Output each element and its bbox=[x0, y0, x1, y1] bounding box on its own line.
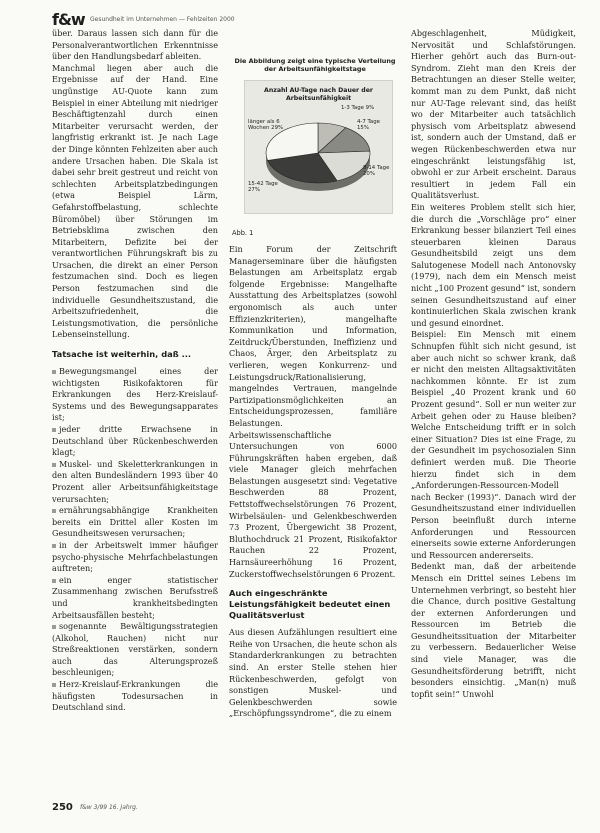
list-item: Muskel- und Skeletterkrankungen in den alten Bundesländern 1993 über 40 Prozent aller Arbeitsunfähigkeitstage verursachten; bbox=[52, 458, 218, 504]
footer-citation: f&w 3/99 16. Jahrg. bbox=[80, 804, 138, 811]
pie-chart-figure bbox=[229, 52, 401, 222]
list-item: ein enger statistischer Zusammenhang zwischen Berufsstreß und krankheitsbedingten Arbeitsausfällen besteht; bbox=[52, 574, 218, 620]
figure-caption: Abb. 1 bbox=[232, 229, 254, 237]
bullet-square-icon bbox=[52, 509, 56, 513]
list-item: Herz-Kreislauf-Erkrankungen die häufigsten Todesursachen in Deutschland sind. bbox=[52, 679, 218, 713]
bullet-square-icon bbox=[52, 625, 56, 629]
paragraph: Abgeschlagenheit, Müdigkeit, Nervosität und Schlafstörungen. Hierher gehört auch das Burn-out-Syndrom. Zieht man den Kreis der Betrachtungen an dieser Stelle weiter, kommt man zu dem Punkt, daß nicht nur AU-Tage relevant sind, das heißt wo der Mitarbeiter auch tatsächlich physisch vom Arbeitsplatz abwesend ist, sondern auch der Umstand, daß er wegen Rückenbeschwerden etwa nur eingeschränkt leistungsfähig ist, obwohl er zur Arbeit erscheint. Daraus resultiert in jedem Fall ein Qualitätsverlust. bbox=[411, 28, 576, 201]
slice-label: 15-42 Tage 27% bbox=[248, 181, 278, 193]
section-heading: Tatsache ist weiterhin, daß ... bbox=[52, 349, 192, 360]
column-left bbox=[52, 28, 218, 714]
paragraph: Ein weiteres Problem stellt sich hier, die durch die „Vorschläge pro“ einer Erkrankung besser bilanziert Teil eines steuerbaren kleinen Daraus Gesundheitsbild zeigt uns dem Salutogenese Modell nach Antonovsky (1979), nach dem ein Mensch meist nicht „100 Prozent gesund“ ist, sondern seinen Gesundheitszustand auf einer kontinuierlichen Skala zwischen krank und gesund einordnet. bbox=[411, 201, 576, 328]
bullet-square-icon bbox=[52, 683, 56, 687]
list-item: in der Arbeitswelt immer häufiger psycho-physische Mehrfachbelastungen auftreten; bbox=[52, 539, 218, 574]
slice-label: 1-3 Tage 9% bbox=[341, 105, 375, 111]
paragraph: Ein Forum der Zeitschrift Managerseminare über die häufigsten Belastungen am Arbeitsplatz ergab folgende Ergebnisse: Mangelhafte Ausstattung des Arbeitsplatzes (sowohl ergonomisch als auch unter Effizienzkriterien), mangelhafte Kommunikation und Information, Zeitdruck/Überstunden, Ineffizienz und Chaos, Ärger, den Arbeitsplatz zu verlieren, wegen Konkurrenz- und Leistungsdruck/Rationalisierung, mangelndes Vertrauen, mangelnde Partizipationsmöglichkeiten an Entscheidungsprozessen, familiäre Belastungen. bbox=[229, 244, 397, 428]
paragraph: Aus diesen Aufzählungen resultiert eine Reihe von Ursachen, die heute schon als Standarderkrankungen zu betrachten sind. An erster Stelle stehen hier Rückenbeschwerden, gefolgt von sonstigen Muskel- und Gelenkbeschwerden sowie „Erschöpfungssyndrome“, die zu einem bbox=[229, 627, 397, 719]
slice-label: 8-14 Tage 20% bbox=[363, 165, 390, 177]
bullet-square-icon bbox=[52, 428, 56, 432]
slice-label: 4-7 Tage 15% bbox=[357, 119, 380, 131]
header-running-title: Gesundheit im Unternehmen — Fehlzeiten 2000 bbox=[90, 16, 235, 23]
paragraph: Manchmal liegen aber auch die Ergebnisse auf der Hand. Eine ungünstige AU-Quote kann zum Beispiel in einer Abteilung mit niedriger Beschäftigtenzahl durch einen Mitarbeiter verursacht werden, der langfristig erkrankt ist. Je nach Lage der Dinge könnten Fehlzeiten aber auch andere Ursachen haben. Die Skala ist dabei sehr breit gestreut und reicht von schlechten Arbeitsplatzbedingungen (etwa Beispiel Lärm, Gefahrstoffbelastung, schlechte Büromöbel) über Störungen im Betriebsklima zwischen den Mitarbeitern, Defizite bei der verantwortlichen Führungskraft bis zu Ursachen, die direkt an einer Person festzumachen sind. Doch es liegen Person festzumachen sind die individuelle Gesundheitszustand, die Arbeitszufriedenheit, die Leistungsmotivation, die persönliche Lebenseinstellung. bbox=[52, 62, 218, 340]
column-right bbox=[411, 28, 576, 700]
journal-logo: f&w bbox=[52, 10, 85, 29]
chart-subtitle: Anzahl AU-Tage nach Dauer der Arbeitsunfähigkeit bbox=[264, 87, 373, 102]
chart-panel bbox=[244, 80, 393, 214]
column-middle bbox=[229, 244, 397, 720]
paragraph: Bedenkt man, daß der arbeitende Mensch ein Drittel seines Lebens im Unternehmen verbringt, so besteht hier die Chance, durch positive Gestaltung der externen Anforderungen und Ressourcen im Betrieb die Gesundheitssituation der Mitarbeiter zu verbessern. Bedauerlicher Weise sind viele Manager, was die Gesundheitsförderung betrifft, nicht besonders einsichtig. „Man(n) muß topfit sein!“ Unwohl bbox=[411, 561, 576, 699]
paragraph: Arbeitswissenschaftliche Untersuchungen von 6000 Führungskräften haben ergeben, daß viele Manager gleich mehrfachen Belastungen ausgesetzt sind: Vegetative Beschwerden 88 Prozent, Fettstoffwechselstörungen 76 Prozent, Wirbelsäulen- und Gelenkbeschwerden 73 Prozent, Übergewicht 38 Prozent, Bluthochdruck 21 Prozent, Risikofaktor Rauchen 22 Prozent, Harnsäureerhöhung 16 Prozent, Zuckerstoffwechselstörungen 6 Prozent. bbox=[229, 429, 397, 579]
section-heading: Auch eingeschränkte Leistungsfähigkeit bedeutet einen Qualitätsverlust bbox=[229, 588, 391, 621]
list-item: sogenannte Bewältigungsstrategien (Alkohol, Rauchen) nicht nur Streßreaktionen verstärken, sondern auch das Alterungsprozeß beschleunigen; bbox=[52, 621, 218, 678]
list-item: Bewegungsmangel eines der wichtigsten Risikofaktoren für Erkrankungen des Herz-Kreislauf-Systems und des Bewegungsapparates ist; bbox=[52, 366, 218, 423]
paragraph: über. Daraus lassen sich dann für die Personalverantwortlichen Erkenntnisse über den Handlungsbedarf ableiten. bbox=[52, 28, 218, 62]
bullet-square-icon bbox=[52, 579, 56, 583]
bullet-square-icon bbox=[52, 370, 56, 374]
slice-label: länger als 6 Wochen 29% bbox=[248, 119, 284, 131]
paragraph: Beispiel: Ein Mensch mit einem Schnupfen fühlt sich nicht gesund, ist aber auch nicht so schwer krank, daß er nicht den meisten Alltagsaktivitäten nachkommen könnte. Er ist zum Beispiel „40 Prozent krank und 60 Prozent gesund“. Soll er nun weiter zur Arbeit gehen oder zu Hause bleiben? Welche Entscheidung trifft er in solch einer Situation? Dies ist eine Frage, zu der Gesundheit im psychosozialen Sinn definiert werden muß. Die Theorie hierzu findet sich in dem „Anforderungen-Ressourcen-Modell nach Becker (1993)“. Danach wird der Gesundheitszustand einer individuellen Person beeinflußt durch interne Anforderungen und Ressourcen einerseits sowie externe Anforderungen und Ressourcen andererseits. bbox=[411, 329, 576, 560]
page-header bbox=[52, 10, 572, 30]
page-number: 250 bbox=[52, 802, 73, 813]
bullet-square-icon bbox=[52, 463, 56, 467]
list-item: jeder dritte Erwachsene in Deutschland über Rückenbeschwerden klagt; bbox=[52, 424, 218, 458]
bullet-square-icon bbox=[52, 544, 56, 548]
figure-title: Die Abbildung zeigt eine typische Verteilung der Arbeitsunfähigkeitstage bbox=[234, 57, 396, 73]
list-item: ernährungsabhängige Krankheiten bereits ein Drittel aller Kosten im Gesundheitswesen verursachen; bbox=[52, 505, 218, 539]
